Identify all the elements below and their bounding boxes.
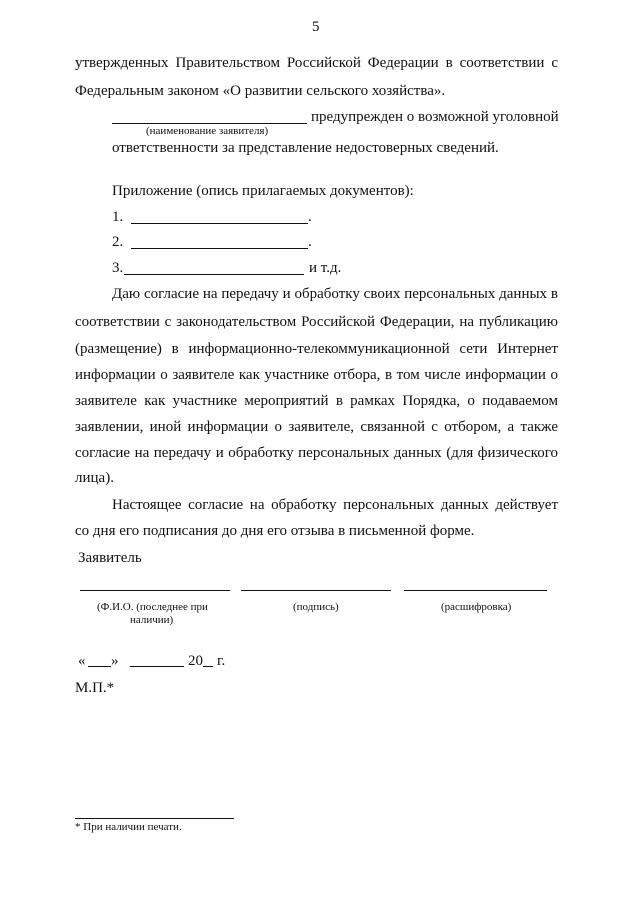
attachment-number: 2.	[112, 234, 124, 250]
consent-line: (размещение) в информационно-телекоммуникационной сети Интернет	[75, 341, 558, 357]
paragraph-line: утвержденных Правительством Российской Федерации в соответствии с	[75, 55, 558, 71]
date-open-quote: «	[78, 653, 86, 669]
date-close-quote: »	[111, 653, 119, 669]
applicant-label: Заявитель	[78, 550, 142, 566]
signature-blank	[241, 590, 391, 591]
fio-blank	[80, 590, 230, 591]
consent-validity-line: со дня его подписания до дня его отзыва в письменной форме.	[75, 523, 475, 539]
attachment-dot: .	[308, 234, 312, 250]
decode-caption: (расшифровка)	[441, 601, 512, 613]
fio-caption: (Ф.И.О. (последнее при	[97, 601, 208, 613]
date-year-blank	[203, 666, 213, 667]
attachment-number: 3.	[112, 260, 124, 276]
consent-line: информации о заявителе как участнике отбора, в том числе информации о	[75, 367, 558, 383]
warning-text: предупрежден о возможной уголовной	[311, 109, 559, 125]
fio-caption-line2: наличии)	[130, 614, 174, 626]
date-day-blank	[88, 666, 111, 667]
consent-line: заявителе как участнике мероприятий в рамках Порядка, о подаваемом	[75, 393, 558, 409]
date-year-prefix: 20	[188, 653, 203, 669]
warning-text-line2: ответственности за представление недостоверных сведений.	[112, 140, 499, 156]
applicant-name-blank	[112, 123, 307, 124]
attachment-dot: .	[308, 209, 312, 225]
date-month-blank	[130, 666, 184, 667]
consent-line: Даю согласие на передачу и обработку своих персональных данных в	[112, 286, 558, 302]
attachment-blank-3	[124, 274, 304, 275]
attachment-blank-1	[131, 223, 308, 224]
consent-line: соответствии с законодательством Российской Федерации, на публикацию	[75, 314, 558, 330]
consent-validity-line: Настоящее согласие на обработку персональных данных действует	[112, 497, 558, 513]
stamp-mark: М.П.*	[75, 680, 115, 696]
attachment-blank-2	[131, 248, 308, 249]
attachment-title: Приложение (опись прилагаемых документов):	[112, 183, 414, 199]
footnote: * При наличии печати.	[75, 821, 182, 833]
applicant-name-caption: (наименование заявителя)	[146, 125, 269, 137]
date-year-suffix: г.	[217, 653, 226, 669]
page-number: 5	[312, 19, 320, 35]
consent-line: лица).	[75, 470, 114, 486]
attachment-number: 1.	[112, 209, 124, 225]
paragraph-line: Федеральным законом «О развитии сельского хозяйства».	[75, 83, 446, 99]
decode-blank	[404, 590, 547, 591]
consent-line: заявлении, иной информации о заявителе, связанной с отбором, а также	[75, 419, 558, 435]
footnote-separator	[75, 818, 234, 819]
consent-line: согласие на передачу и обработку персональных данных (для физического	[75, 445, 558, 461]
attachment-etc: и т.д.	[309, 260, 342, 276]
signature-caption: (подпись)	[293, 601, 339, 613]
